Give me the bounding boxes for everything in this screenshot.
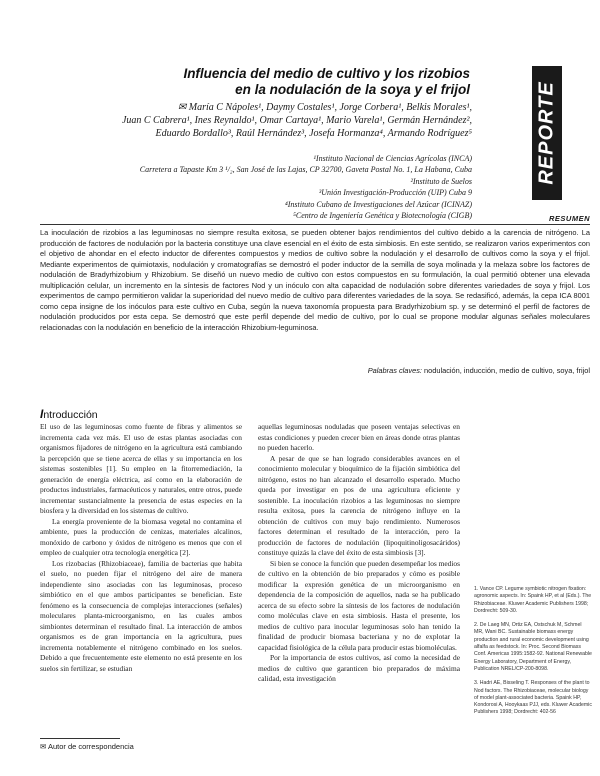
resumen-divider xyxy=(40,224,590,225)
affiliation: ⁴Instituto Cubano de Investigaciones del Azúcar (ICINAZ) xyxy=(284,199,472,209)
affiliation: ³Unión Investigación-Producción (UIP) Cuba 9 xyxy=(318,188,472,198)
article-title xyxy=(150,66,470,98)
title-line-1: Influencia del medio de cultivo y los rizobios xyxy=(183,66,470,81)
heading-rest: ntroducción xyxy=(43,409,98,421)
paragraph: La energía proveniente de la biomasa vegetal no contamina el ambiente, pues la producción de cenizas, materiales alcalinos, monóxido de carbono y óxidos de nitrógeno es menos que con el empleo de cualquier otra tecnología energética [2]. xyxy=(40,516,242,557)
footnote-divider xyxy=(40,738,120,739)
reference-item: 3. Hadri AE, Bisseling T. Responses of the plant to Nod factors. The Rhizobiaceae, molecular biology of model plant-associated bacteria. Spaink HP, Kondorosi A, Hooykaas PJJ, eds. Kluwer Academic Publishers 1998; Dordrecht: 402-56 xyxy=(474,680,592,716)
abstract-text: La inoculación de rizobios a las leguminosas no siempre resulta exitosa, se pueden obtener bajos rendimientos del cultivo debido a la carencia de nitrógeno. La producción de factores de nodulación por la bacteria constituye una clave esencial en el éxito de esta simbiosis. En este sentido, se realizaron varios experimentos con el objetivo de ahondar en el efecto inductor de diferentes compuestos y medios de cultivo sobre la nodulación y el desarrollo de cultivos como la soya y el frijol. Mediante experimentos de quimiotaxis, nodulación y cromatografías se demostró el poder inductor de la semilla de soya molinada y la melaza sobre los factores de nodulación de Bradyrhizobium y Rhizobium. Se diseñó un nuevo medio de cultivo con estos compuestos en su formulación, la cual permitió obtener una elevada multiplicación celular, un incremento en la síntesis de factores Nod y un inóculo con alta capacidad de nodulación sobre diferentes variedades de soya y frijol. Los experimentos de campo permitieron validar la superioridad del nuevo medio de cultivo para diferentes variedades de la soya. Se redasificó, además, la cepa ICA 8001 como cepa insigne de los inóculos para este cultivo en Cuba, según la nueva taxonomía propuesta para Bradyrhizobium sp. y se determinó el perfil de factores de nodulación producidos por esta cepa. Se demostró que este perfil depende del medio de cultivo, por lo cual se propone modular algunas señales moleculares relacionadas con la nodulación en beneficio de la interacción Rhizobium-leguminosa. xyxy=(40,228,590,332)
affiliation: ⁵Centro de Ingeniería Genética y Biotecnología (CIGB) xyxy=(293,211,472,221)
keywords-text: nodulación, inducción, medio de cultivo, soya, frijol xyxy=(424,366,590,375)
paragraph: A pesar de que se han logrado considerables avances en el conocimiento molecular y bioquímico de la fijación simbiótica del nitrógeno, estos no han alcanzado el desarrollo esperado. Mucho queda por investigar en pos de una agricultura eficiente y sostenible. La inoculación rizobios a las leguminosas no siempre resulta exitosa, pues la carencia de nitrógeno influye en la obtención de cultivos con muy bajo rendimiento. Numerosos factores determinan el resultado de la interacción, pero la producción de factores de nodulación (lipoquitinoligosacáridos) constituye quizás la clave del éxito de esta simbiosis [3]. xyxy=(258,453,460,557)
reference-item: 1. Vance CP. Legume symbiotic nitrogen fixation: agronomic aspects. In: Spaink HP, et al (Eds.). The Rhizobiaceae. Kluwer Academic Publishers 1998; Dordrecht: 509-30. xyxy=(474,586,592,614)
author-line: Eduardo Bordallo³, Raúl Hernández³, Josefa Hormanza⁴, Armando Rodríguez⁵ xyxy=(155,128,472,139)
keywords-label: Palabras claves: xyxy=(367,366,422,375)
author-list xyxy=(110,101,472,140)
paragraph: El uso de las leguminosas como fuente de fibras y alimentos se incrementa cada vez más. El uso de estas plantas asociadas con organismos fijadores de nitrógeno en la agricultura está cambiando la percepción que se tiene acerca de ellas y su importancia en los sistemas sostenibles [1]. Su empleo en la fitorremediación, la generación de energía eléctrica, así como en la elaboración de productos industriales, farmacéuticos y naturales, entre otros, puede incrementar sustancialmente la presencia de estas especies en la biosfera y la diversidad en los sistemas de cultivo. xyxy=(40,422,242,515)
section-heading-introduccion xyxy=(40,407,98,421)
affiliation: Carretera a Tapaste Km 3 ¹/₂, San José de las Lajas, CP 32700, Gaveta Postal No. 1, La Habana, Cuba xyxy=(139,165,472,175)
paragraph: Por la importancia de estos cultivos, así como la necesidad de medios de cultivo que garanticen bio preparados de máxima calidad, esta investigación xyxy=(258,653,460,683)
margin-references xyxy=(474,586,592,724)
reference-item: 2. De Laeg MN, Ortiz EA, Ostschuk M, Schmel MR, Wani BC. Sustainable biomass energy production and rural economic development using alfalfa as feedstock. In: Proc. Second Biomass Conf. Americas 1995:1582-92. National Renewable Energy Laboratory, Department of Energy, Publication NREL/CP-200-8098. xyxy=(474,622,592,672)
author-line: Juan C Cabrera¹, Ines Reynaldo¹, Omar Cartaya¹, Mario Varela¹, Germán Hernández², xyxy=(121,115,472,126)
section-tab xyxy=(532,66,562,200)
body-column-left xyxy=(40,422,242,674)
resumen-heading: RESUMEN xyxy=(548,214,590,223)
paragraph: Si bien se conoce la función que pueden desempeñar los medios de cultivo en la obtención de bio preparados y cómo es posible modificar la expresión genética de un microorganismo en dependencia de la composición de aquellos, nada se ha publicado acerca de su efecto sobre la síntesis de los factores de nodulación como moléculas clave en esta simbiosis. Hasta el presente, los medios de cultivo para inocular leguminosas solo han tenido la finalidad de producir biomasa bacteriana y no de explotar la capacidad fisiológica de la célula para producir estas biomoléculas. xyxy=(258,558,460,652)
keywords xyxy=(120,366,590,376)
heading-initial: I xyxy=(40,407,44,421)
affiliation: ²Instituto de Suelos xyxy=(410,176,472,186)
title-line-2: en la nodulación de la soya y el frijol xyxy=(235,82,470,97)
section-tab-label: REPORTE xyxy=(535,81,558,185)
author-line: ✉ María C Nápoles¹, Daymy Costales¹, Jorge Corbera¹, Belkis Morales¹, xyxy=(177,102,472,113)
body-column-right xyxy=(258,422,460,685)
paragraph: Los rizobacias (Rhizobiaceae), familia de bacterias que habita el suelo, no pueden fijar el nitrógeno del aire de manera independiente sino asociadas con las leguminosas, proceso simbiótico en el que ambos participantes se benefician. Este fenómeno es la consecuencia de complejas interacciones (señales) moleculares planta-microorganismo, en las cuales ambos simbiontes determinan el resultado final. La interacción de ambos organismos es de gran importancia en la agricultura, pues incrementa notablemente el nitrógeno combinado en los suelos. Debido a que frecuentemente este elemento no está presente en los suelos sin fertilizar, se estudian xyxy=(40,558,242,673)
affiliations xyxy=(110,153,472,221)
footnote: ✉ Autor de correspondencia xyxy=(40,742,134,751)
paragraph: aquellas leguminosas noduladas que poseen ventajas selectivas en estas condiciones y pueden crecer bien en áreas donde otras plantas no pueden hacerlo. xyxy=(258,422,460,452)
affiliation: ¹Instituto Nacional de Ciencias Agrícolas (INCA) xyxy=(313,154,472,163)
